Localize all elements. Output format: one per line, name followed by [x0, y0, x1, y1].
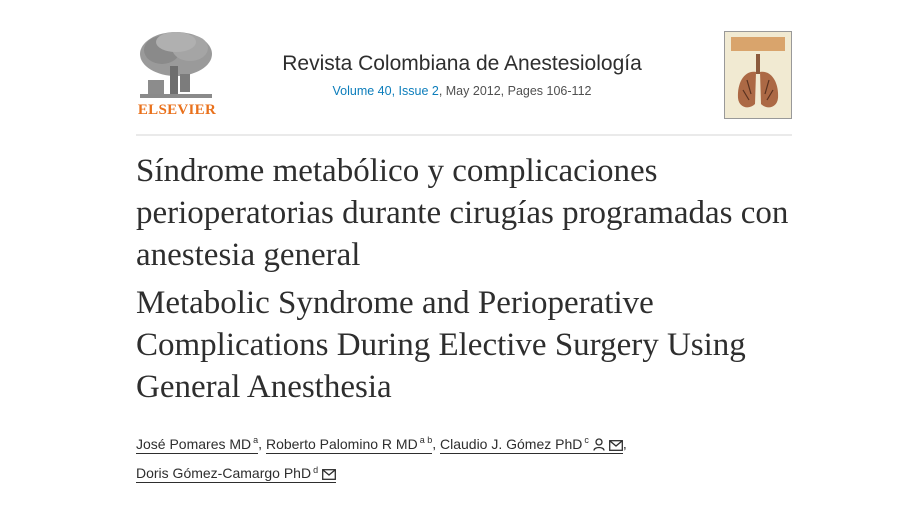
- article-header: [136, 30, 792, 120]
- author-link[interactable]: [440, 436, 623, 454]
- tree-icon: [136, 30, 216, 102]
- author-list: [136, 428, 792, 487]
- affiliation-marker: a: [253, 435, 259, 445]
- author-name: Doris Gómez-Camargo PhD: [136, 465, 312, 482]
- affiliation-marker: c: [584, 435, 589, 445]
- author-separator: ,: [622, 435, 627, 452]
- author-name: José Pomares MD: [136, 435, 252, 452]
- affiliation-marker: a b: [419, 435, 433, 445]
- cover-title-band: [731, 37, 785, 51]
- article-title-spanish: Síndrome metabólico y complicaciones perioperatorias durante cirugías programadas con anestesia general: [136, 153, 789, 273]
- author-link[interactable]: [136, 436, 258, 454]
- publisher-name: ELSEVIER: [137, 102, 217, 118]
- volume-issue-link[interactable]: Volume 40, Issue 2: [332, 84, 439, 98]
- person-icon: [593, 434, 605, 458]
- article-title-english: Metabolic Syndrome and Perioperative Complications During Elective Surgery Using General Anesthesia: [136, 285, 746, 405]
- journal-info: [236, 52, 688, 98]
- author-name: Claudio J. Gómez PhD: [439, 435, 583, 452]
- date-pages: , May 2012, Pages 106-112: [438, 84, 592, 98]
- envelope-icon: [322, 463, 336, 487]
- envelope-icon: [609, 434, 623, 458]
- journal-cover-thumbnail[interactable]: [724, 31, 792, 119]
- author-link[interactable]: [266, 436, 432, 454]
- lungs-icon: [735, 54, 781, 112]
- author-link[interactable]: [136, 465, 336, 483]
- affiliation-marker: d: [313, 464, 319, 475]
- issue-info: [236, 84, 688, 98]
- author-name: Roberto Palomino R MD: [265, 435, 418, 452]
- header-divider: [136, 134, 792, 136]
- elsevier-logo[interactable]: [136, 30, 216, 120]
- journal-title-link[interactable]: Revista Colombiana de Anestesiología: [282, 52, 642, 75]
- author-separator: ,: [432, 435, 437, 452]
- author-separator: ,: [258, 435, 263, 452]
